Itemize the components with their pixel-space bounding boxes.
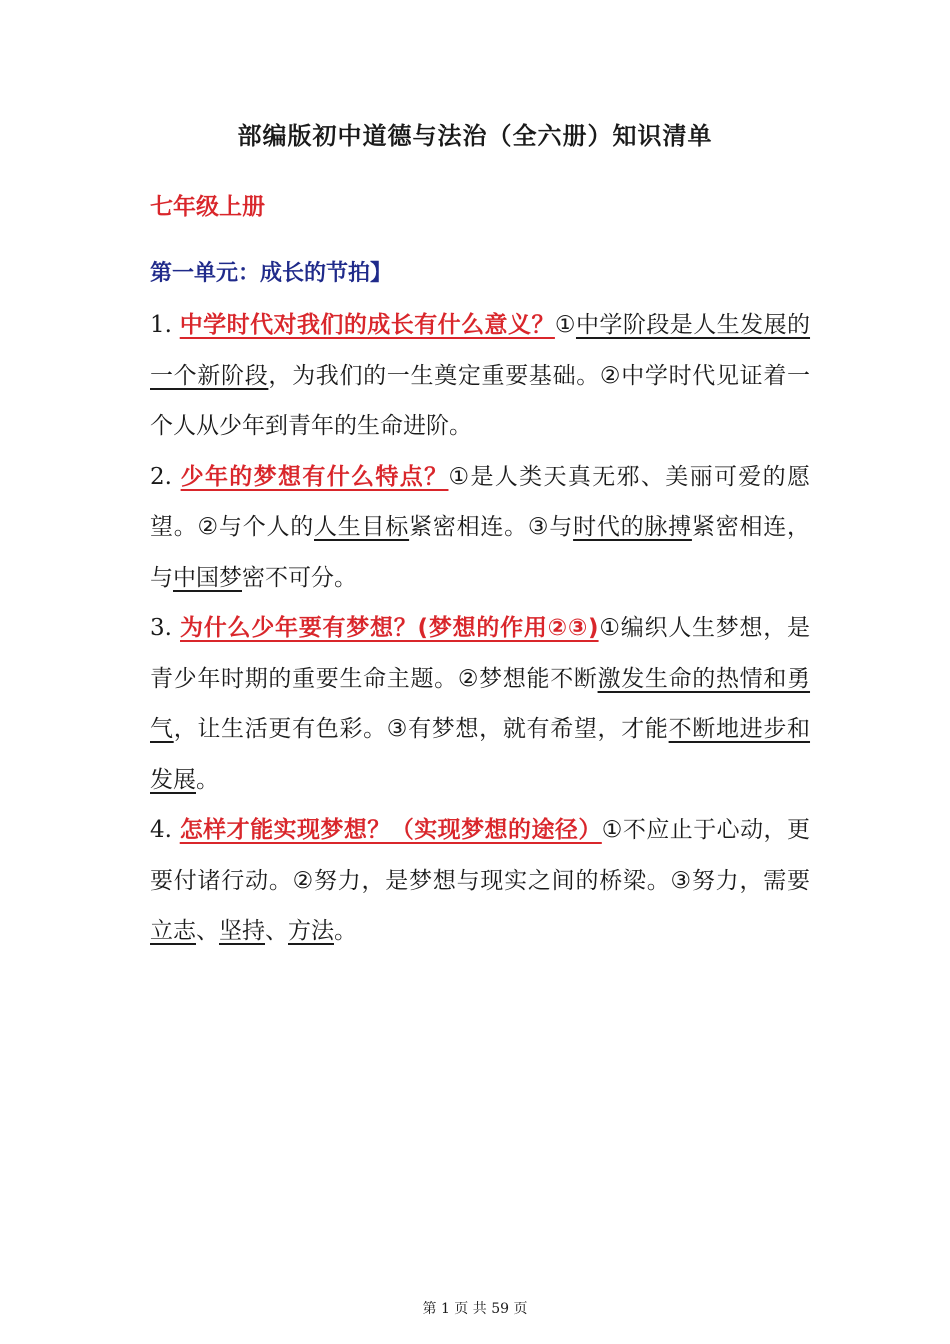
- item-text: ①是人类天真无邪、美丽可爱的愿望。②与个人的: [150, 463, 810, 540]
- item-key-point: 坚持: [219, 918, 265, 944]
- item-text: ①编织人生梦想，是青少年时期的重要生命主题。②梦想能不断: [150, 615, 810, 692]
- item-text: 紧密相连。③与: [409, 514, 574, 540]
- item-key-point: 中学阶段是人生发展的一个新阶段: [150, 312, 811, 389]
- knowledge-list: [150, 300, 810, 957]
- knowledge-item-2: [150, 452, 810, 604]
- item-text: 。: [334, 918, 357, 944]
- item-number: 1.: [150, 312, 180, 338]
- item-key-point: 激发生命的热情和勇气: [150, 665, 811, 742]
- item-key-point: 中国梦: [173, 564, 242, 591]
- item-question: 少年的梦想有什么特点？: [180, 463, 449, 490]
- item-text: 、: [196, 918, 219, 944]
- item-question: 怎样才能实现梦想？（实现梦想的途径）: [179, 817, 602, 843]
- item-question: 为什么少年要有梦想？(梦想的作用②③): [180, 615, 599, 641]
- item-key-point: 方法: [288, 918, 334, 944]
- item-text: 紧密相连，与: [150, 514, 810, 591]
- item-key-point: 不断地进步和发展: [150, 716, 811, 793]
- page-footer: 第 1 页 共 59 页: [422, 1301, 528, 1317]
- grade-heading: 七年级上册: [150, 194, 265, 220]
- knowledge-item-3: [150, 603, 810, 805]
- item-text: ①: [554, 312, 576, 338]
- item-number: 4.: [150, 817, 180, 843]
- item-number: 2.: [150, 463, 181, 490]
- item-number: 3.: [150, 615, 181, 641]
- item-key-point: 时代的脉搏: [573, 514, 692, 540]
- item-question: 中学时代对我们的成长有什么意义？: [179, 312, 555, 338]
- item-key-point: 立志: [150, 918, 196, 944]
- item-text: 。: [196, 766, 219, 793]
- item-text: ，让生活更有色彩。③有梦想，就有希望，才能: [173, 716, 669, 742]
- knowledge-item-1: [150, 300, 810, 452]
- item-text: ，为我们的一生奠定重要基础。②中学时代见证着一个人从少年到青年的生命进阶。: [150, 362, 810, 439]
- item-text: 密不可分。: [242, 564, 357, 591]
- item-text: 、: [265, 918, 288, 944]
- document-title: 部编版初中道德与法治（全六册）知识清单: [237, 122, 713, 150]
- knowledge-item-4: [150, 805, 810, 957]
- item-text: ①不应止于心动，更要付诸行动。②努力，是梦想与现实之间的桥梁。③努力，需要: [150, 817, 811, 894]
- unit-heading: 第一单元：成长的节拍】: [150, 261, 393, 286]
- item-key-point: 人生目标: [314, 514, 410, 540]
